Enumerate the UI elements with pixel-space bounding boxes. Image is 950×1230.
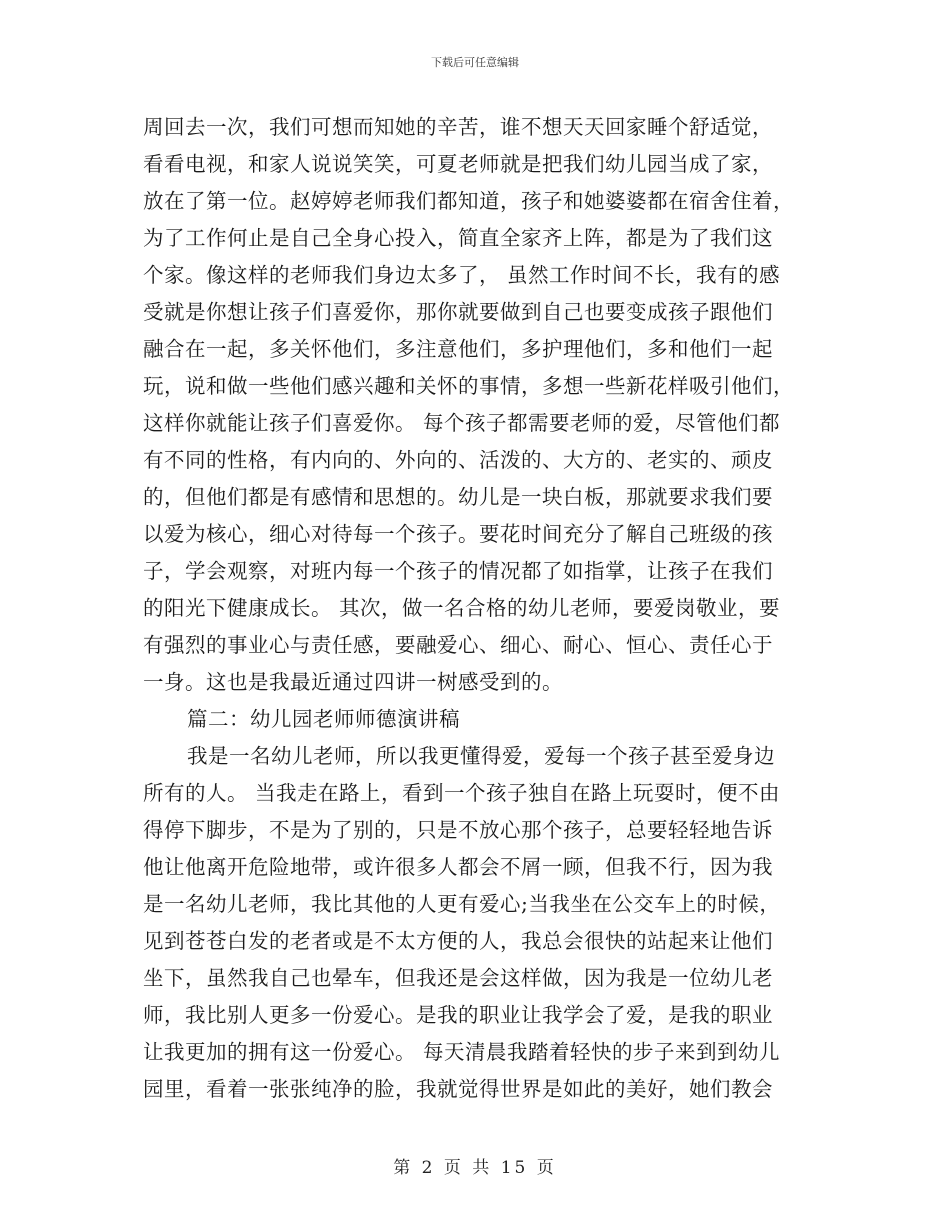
document-body [143, 109, 803, 1108]
text-line: 我是一名幼儿老师，所以我更懂得爱，爱每一个孩子甚至爱身边 [187, 744, 775, 768]
text-line: 见到苍苍白发的老者或是不太方便的人，我总会很快的站起来让他们 [143, 929, 773, 953]
page-header: 下载后可任意编辑 [431, 56, 519, 69]
text-line: 师，我比别人更多一份爱心。是我的职业让我学会了爱，是我的职业 [143, 1003, 773, 1027]
text-line: 子，学会观察，对班内每一个孩子的情况都了如指掌，让孩子在我们 [143, 559, 773, 583]
text-line: 放在了第一位。赵婷婷老师我们都知道，孩子和她婆婆都在宿舍住着， [143, 189, 794, 213]
section-heading: 篇二：幼儿园老师师德演讲稿 [187, 707, 460, 731]
text-line: 的阳光下健康成长。 其次，做一名合格的幼儿老师，要爱岗敬业，要 [143, 596, 781, 620]
text-line: 所有的人。 当我走在路上，看到一个孩子独自在路上玩耍时，便不由 [143, 781, 781, 805]
text-line: 受就是你想让孩子们喜爱你，那你就要做到自己也要变成孩子跟他们 [143, 300, 773, 324]
text-line: 得停下脚步，不是为了别的，只是不放心那个孩子，总要轻轻地告诉 [143, 818, 773, 842]
text-line: 个家。像这样的老师我们身边太多了， 虽然工作时间不长，我有的感 [143, 263, 781, 287]
text-line: 园里，看着一张张纯净的脸，我就觉得世界是如此的美好，她们教会 [143, 1077, 773, 1101]
text-line: 坐下，虽然我自己也晕车，但我还是会这样做，因为我是一位幼儿老 [143, 966, 773, 990]
text-line: 有不同的性格，有内向的、外向的、活泼的、大方的、老实的、顽皮 [143, 448, 773, 472]
text-line: 的，但他们都是有感情和思想的。幼儿是一块白板，那就要求我们要 [143, 485, 773, 509]
text-line: 看看电视，和家人说说笑笑，可夏老师就是把我们幼儿园当成了家， [143, 152, 773, 176]
text-line: 一身。这也是我最近通过四讲一树感受到的。 [143, 670, 563, 694]
text-line: 他让他离开危险地带，或许很多人都会不屑一顾，但我不行，因为我 [143, 855, 773, 879]
text-line: 让我更加的拥有这一份爱心。 每天清晨我踏着轻快的步子来到到幼儿 [143, 1040, 781, 1064]
page-number-footer: 第 2 页 共 15 页 [393, 1158, 557, 1178]
text-line: 为了工作何止是自己全身心投入，简直全家齐上阵，都是为了我们这 [143, 226, 773, 250]
text-line: 玩，说和做一些他们感兴趣和关怀的事情，多想一些新花样吸引他们， [143, 374, 794, 398]
text-line: 周回去一次，我们可想而知她的辛苦，谁不想天天回家睡个舒适觉， [143, 115, 773, 139]
text-line: 有强烈的事业心与责任感，要融爱心、细心、耐心、恒心、责任心于 [143, 633, 773, 657]
text-line: 是一名幼儿老师，我比其他的人更有爱心;当我坐在公交车上的时候， [143, 892, 781, 916]
text-line: 这样你就能让孩子们喜爱你。 每个孩子都需要老师的爱，尽管他们都 [143, 411, 781, 435]
text-line: 融合在一起，多关怀他们，多注意他们，多护理他们，多和他们一起 [143, 337, 773, 361]
text-line: 以爱为核心，细心对待每一个孩子。要花时间充分了解自己班级的孩 [143, 522, 773, 546]
